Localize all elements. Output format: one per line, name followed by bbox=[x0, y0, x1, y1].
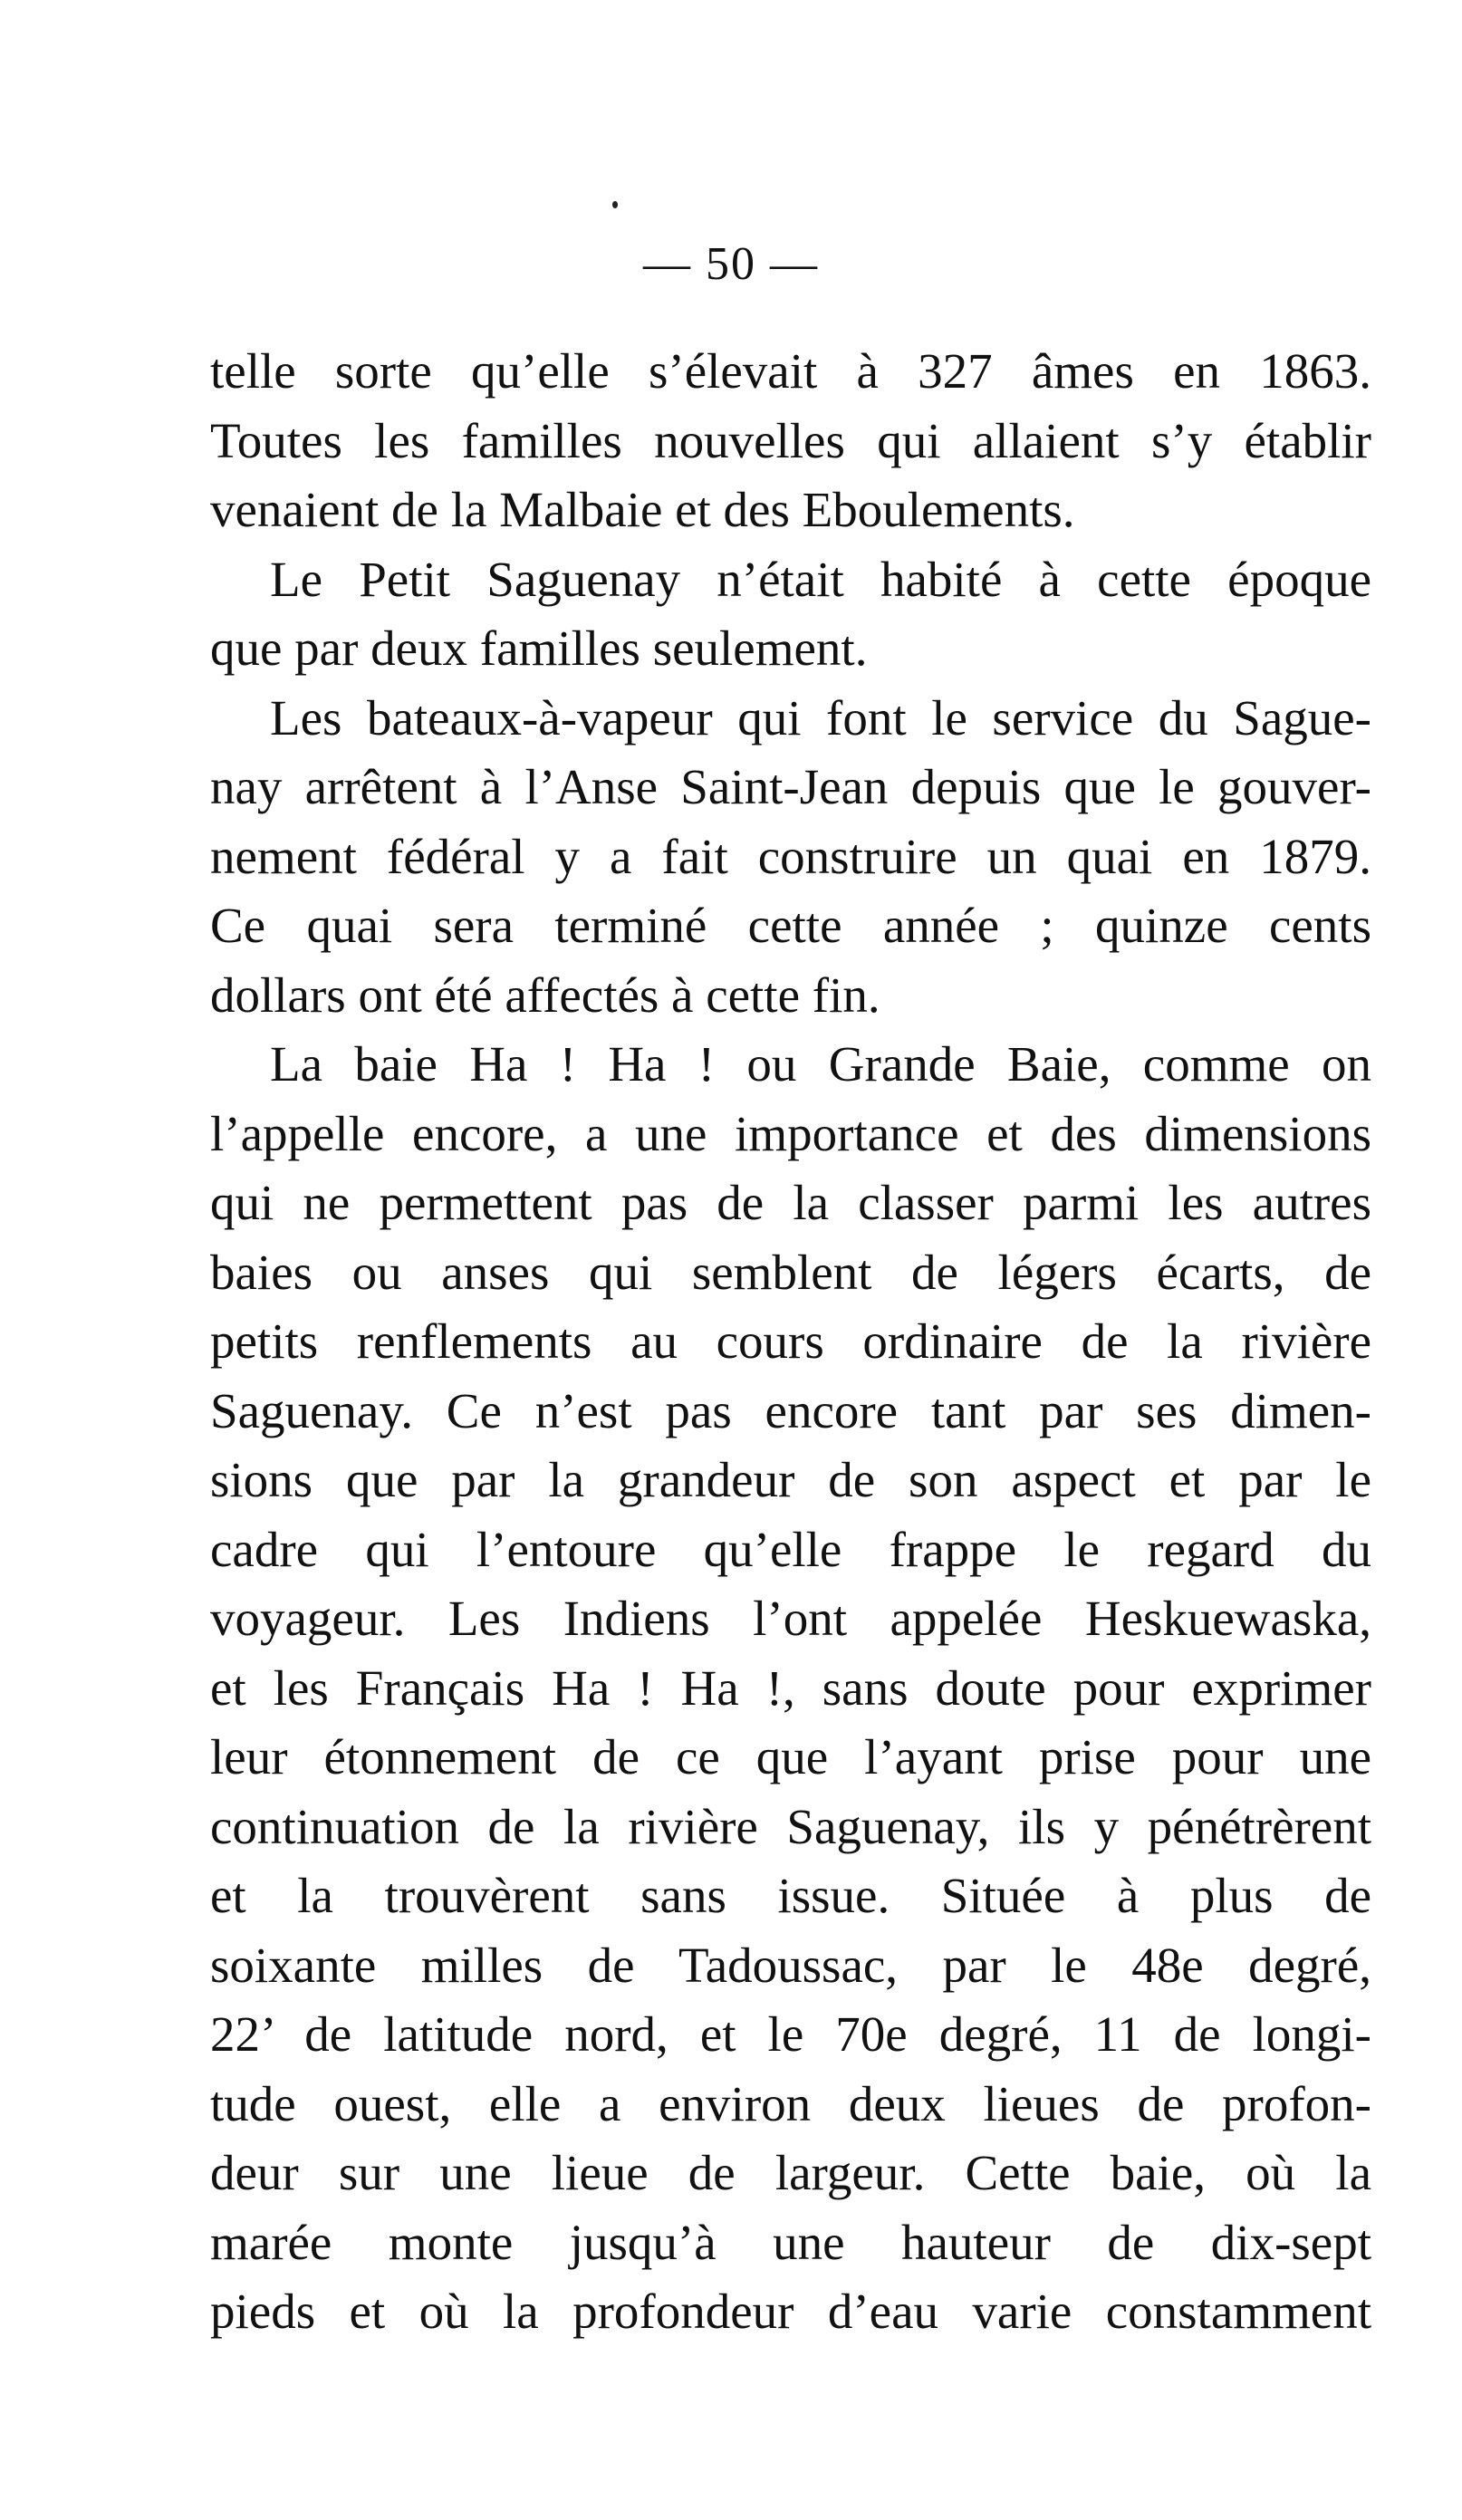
body-text bbox=[210, 337, 1371, 2347]
page-number: — 50 — bbox=[643, 238, 819, 290]
text-line: La baie Ha ! Ha ! ou Grande Baie, comme on bbox=[270, 1036, 1371, 1092]
text-line: nay arrêtent à l’Anse Saint-Jean depuis que le gouver- bbox=[210, 759, 1371, 814]
text-line: Ce quai sera terminé cette année ; quinze cents bbox=[210, 898, 1371, 953]
text-line: Saguenay. Ce n’est pas encore tant par ses dimen- bbox=[210, 1382, 1371, 1438]
text-line: marée monte jusqu’à une hauteur de dix-sept bbox=[210, 2214, 1371, 2270]
text-line: tude ouest, elle a environ deux lieues de profon- bbox=[210, 2075, 1371, 2131]
text-line: venaient de la Malbaie et des Eboulements. bbox=[210, 482, 1075, 537]
text-line: Les bateaux-à-vapeur qui font le service du Sague- bbox=[270, 689, 1371, 745]
text-line: et les Français Ha ! Ha !, sans doute pour exprimer bbox=[210, 1659, 1371, 1716]
text-line: voyageur. Les Indiens l’ont appelée Heskuewaska, bbox=[210, 1591, 1371, 1646]
text-line: l’appelle encore, a une importance et des dimensions bbox=[210, 1105, 1371, 1161]
text-line: telle sorte qu’elle s’élevait à 327 âmes en 1863. bbox=[210, 343, 1371, 399]
text-line: sions que par la grandeur de son aspect et par le bbox=[210, 1452, 1371, 1507]
text-line: baies ou anses qui semblent de légers écarts, de bbox=[210, 1244, 1371, 1300]
text-line: qui ne permettent pas de la classer parmi les autres bbox=[210, 1175, 1371, 1230]
text-line: pieds et où la profondeur d’eau varie constamment bbox=[210, 2284, 1371, 2339]
text-line: que par deux familles seulement. bbox=[210, 620, 868, 676]
text-line: petits renflements au cours ordinaire de la rivière bbox=[210, 1313, 1371, 1369]
text-line: deur sur une lieue de largeur. Cette baie, où la bbox=[210, 2145, 1371, 2200]
text-line: cadre qui l’entoure qu’elle frappe le regard du bbox=[210, 1521, 1371, 1577]
text-line: nement fédéral y a fait construire un quai en 1879. bbox=[210, 828, 1371, 884]
text-line: et la trouvèrent sans issue. Située à plus de bbox=[210, 1868, 1371, 1923]
text-line: continuation de la rivière Saguenay, ils y pénétrèrent bbox=[210, 1798, 1371, 1854]
text-line: dollars ont été affectés à cette fin. bbox=[210, 967, 880, 1023]
text-line: soixante milles de Tadoussac, par le 48e degré, bbox=[210, 1937, 1371, 1993]
text-line: leur étonnement de ce que l’ayant prise pour une bbox=[210, 1729, 1371, 1784]
text-line: Toutes les familles nouvelles qui allaient s’y établir bbox=[210, 412, 1371, 468]
ink-speck bbox=[612, 201, 618, 208]
text-line: 22’ de latitude nord, et le 70e degré, 11 de longi- bbox=[210, 2006, 1371, 2062]
text-line: Le Petit Saguenay n’était habité à cette époque bbox=[270, 551, 1371, 607]
